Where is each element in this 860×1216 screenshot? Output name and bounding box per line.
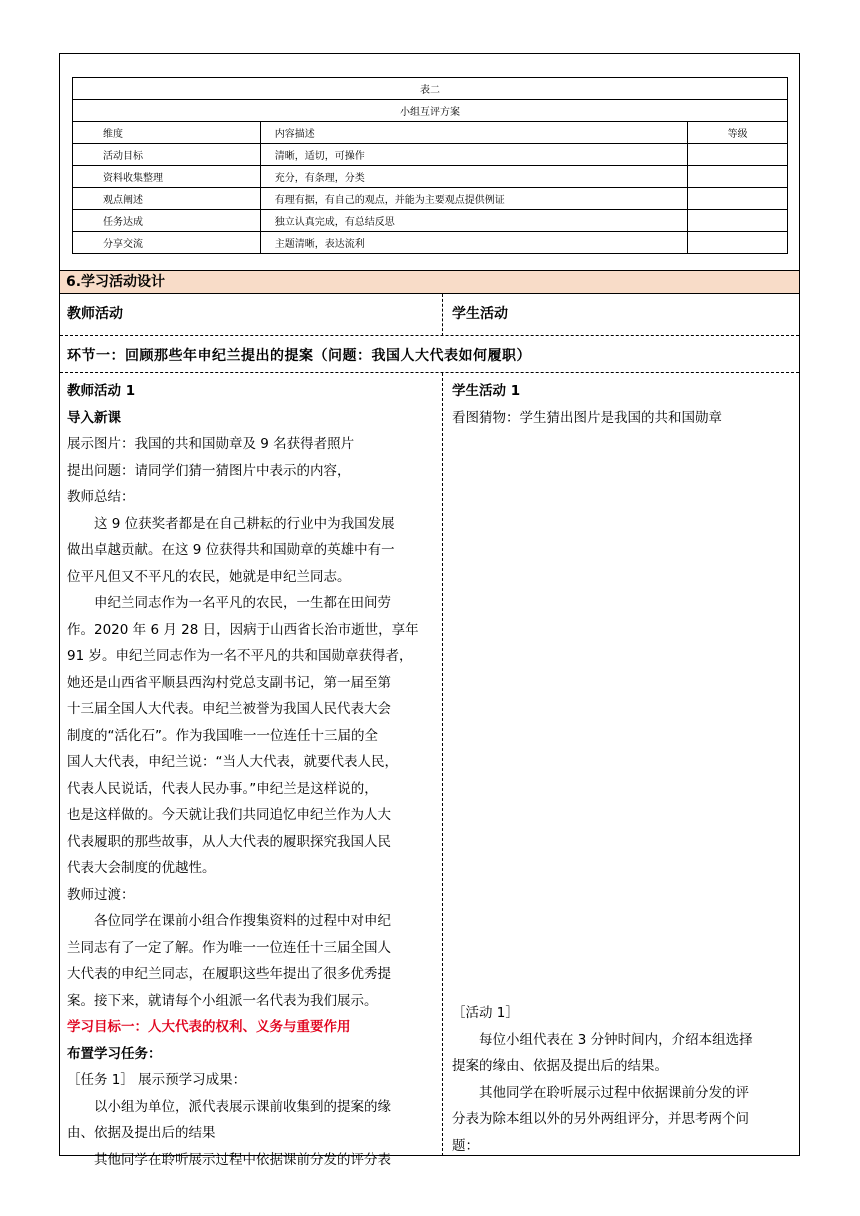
table-header-row (73, 122, 788, 144)
text-line: 十三届全国人大代表。申纪兰被誉为我国人民代表大会 (67, 701, 391, 717)
text-line: 大代表的申纪兰同志，在履职这些年提出了很多优秀提 (67, 966, 391, 982)
teacher-column-header: 教师活动 (67, 306, 123, 322)
table-row (73, 188, 788, 210)
row-description: 充分，有条理，分类 (260, 166, 687, 188)
text-line: 分表为除本组以外的另外两组评分，并思考两个问 (452, 1111, 749, 1127)
task-paragraph (67, 1094, 435, 1147)
row-grade (688, 210, 788, 232)
table-row (73, 144, 788, 166)
biography-paragraph (67, 590, 435, 882)
text-line: 这 9 位获奖者都是在自己耕耘的行业中为我国发展 (94, 515, 395, 532)
text-line: 由、依据及提出后的结果 (67, 1125, 216, 1141)
row-description: 独立认真完成，有总结反思 (260, 210, 687, 232)
column-divider (442, 294, 443, 336)
text-line: 做出卓越贡献。在这 9 位获得共和国勋章的英雄中有一 (67, 542, 395, 558)
summary-paragraph (67, 511, 435, 591)
text-line: 国人大代表，申纪兰说：“当人大代表，就要代表人民， (67, 754, 398, 770)
evaluation-paragraph (452, 1080, 792, 1160)
text-line: 兰同志有了一定了解。作为唯一一位连任十三届全国人 (67, 939, 391, 956)
teacher-activity-column (67, 378, 435, 1173)
text-line: 每位小组代表在 3 分钟时间内，介绍本组选择 (479, 1031, 753, 1048)
header-grade: 等级 (688, 122, 788, 144)
table-subtitle: 小组互评方案 (73, 100, 788, 122)
question-text: 提出问题：请同学们猜一猜图片中表示的内容， (67, 462, 351, 479)
row-dimension: 分享交流 (73, 232, 261, 254)
learning-goal: 学习目标一：人大代表的权利、义务与重要作用 (67, 1019, 351, 1035)
text-line: 以小组为单位，派代表展示课前收集到的提案的缘 (94, 1098, 391, 1115)
student-column-header: 学生活动 (452, 306, 508, 322)
text-line: 代表履职的那些故事，从人大代表的履职探究我国人民 (67, 833, 391, 850)
text-line: 各位同学在课前小组合作搜集资料的过程中对申纪 (94, 913, 391, 929)
peer-review-table (72, 77, 788, 254)
task-label: 布置学习任务： (67, 1045, 162, 1062)
text-line: 制度的“活化石”。作为我国唯一一位连任十三届的全 (67, 727, 378, 744)
text-line: 位平凡但又不平凡的农民，她就是申纪兰同志。 (67, 568, 351, 585)
row-divider (60, 335, 799, 336)
row-dimension: 观点阐述 (73, 188, 261, 210)
student-activity-1 (452, 1000, 792, 1159)
row-dimension: 活动目标 (73, 144, 261, 166)
table-row (73, 166, 788, 188)
header-dimension: 维度 (73, 122, 261, 144)
stage-title: 环节一：回顾那些年申纪兰提出的提案（问题：我国人大代表如何履职） (67, 348, 531, 364)
text-line: 申纪兰同志作为一名平凡的农民，一生都在田间劳 (94, 595, 391, 611)
text-line: 作。2020 年 6 月 28 日，因病于山西省长治市逝世，享年 (67, 621, 419, 638)
summary-label: 教师总结： (67, 489, 135, 505)
text-line: 其他同学在聆听展示过程中依据课前分发的评 (479, 1084, 749, 1101)
scoring-paragraph (67, 1147, 435, 1174)
row-description: 清晰，适切，可操作 (260, 144, 687, 166)
row-grade (688, 232, 788, 254)
text-line: 代表大会制度的优越性。 (67, 860, 216, 876)
row-description: 主题清晰，表达流利 (260, 232, 687, 254)
task-1: ［任务 1］ 展示预学习成果： (67, 1072, 247, 1088)
text-line: 代表人民说话，代表人民办事。”申纪兰是这样说的， (67, 780, 378, 797)
row-grade (688, 166, 788, 188)
intro-title: 导入新课 (67, 409, 121, 426)
row-divider (60, 372, 799, 373)
table-title: 表二 (73, 78, 788, 100)
text-line: 案。接下来，就请每个小组派一名代表为我们展示。 (67, 992, 378, 1009)
text-line: 也是这样做的。今天就让我们共同追忆申纪兰作为人大 (67, 807, 391, 823)
text-line: 她还是山西省平顺县西沟村党总支副书记，第一届至第 (67, 674, 391, 691)
presentation-paragraph (452, 1027, 792, 1080)
student-activity-title: 学生活动 1 (452, 383, 521, 399)
row-description: 有理有据，有自己的观点，并能为主要观点提供例证 (260, 188, 687, 210)
row-grade (688, 188, 788, 210)
text-line: 题： (452, 1137, 479, 1154)
row-dimension: 任务达成 (73, 210, 261, 232)
text-line: 提案的缘由、依据及提出后的结果。 (452, 1058, 668, 1074)
table-row (73, 210, 788, 232)
row-dimension: 资料收集整理 (73, 166, 261, 188)
student-activity-column (452, 378, 792, 431)
column-divider (442, 373, 443, 1156)
guess-text: 看图猜物：学生猜出图片是我国的共和国勋章 (452, 409, 722, 426)
text-line: 91 岁。申纪兰同志作为一名不平凡的共和国勋章获得者， (67, 648, 413, 664)
row-grade (688, 144, 788, 166)
transition-paragraph (67, 908, 435, 1014)
transition-label: 教师过渡： (67, 886, 135, 903)
header-description: 内容描述 (260, 122, 687, 144)
activity-1-label: ［活动 1］ (452, 1005, 519, 1021)
text-line: 其他同学在聆听展示过程中依据课前分发的评分表 (94, 1151, 391, 1168)
table-row (73, 232, 788, 254)
section-header: 6.学习活动设计 (60, 270, 799, 294)
teacher-activity-title: 教师活动 1 (67, 383, 136, 399)
show-image-text: 展示图片：我国的共和国勋章及 9 名获得者照片 (67, 436, 355, 452)
